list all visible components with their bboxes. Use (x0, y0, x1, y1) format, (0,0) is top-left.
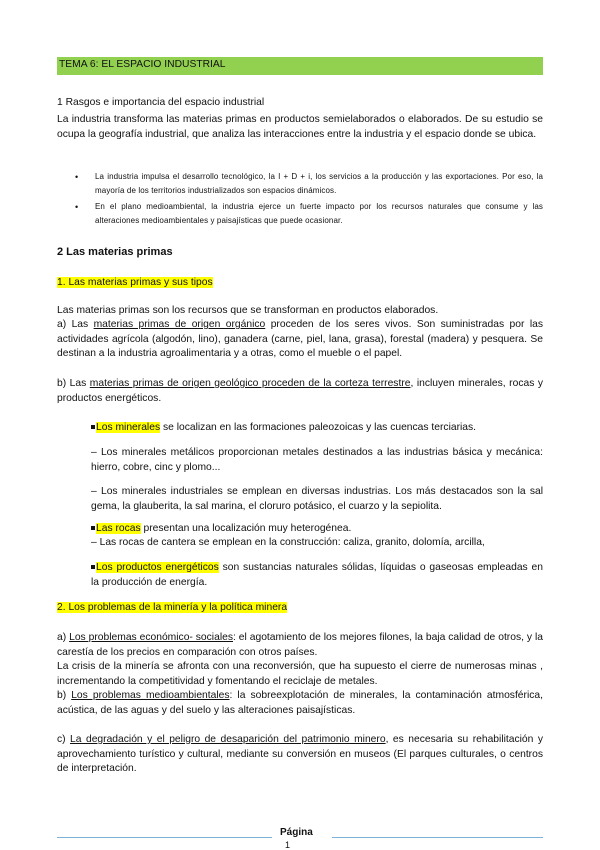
square-bullet-icon (91, 526, 95, 530)
footer-rule-left (57, 837, 272, 838)
footer-page-label: Página (280, 827, 313, 838)
metalicos-paragraph: – Los minerales metálicos proporcionan metales destinados a las industrias básica y mecánica: hierro, cobre, cinc y plomo... (91, 447, 543, 473)
rocas-paragraph: Las rocas presentan una localización muy heterogénea. (91, 522, 543, 537)
industriales-paragraph: – Los minerales industriales se emplean en diversas industrias. Los más destacados son la sal gema, la glauberita, la sal marina, el cloruro potásico, el cuarzo y la sepiolita. (91, 486, 543, 512)
bullet-item: • En el plano medioambiental, la industria ejerce un fuerte impacto por los recursos naturales que consume y las alteraciones medioambientales y paisajísticas que puede ocasionar. (75, 202, 543, 225)
section-2-heading: 2 Las materias primas (57, 246, 173, 258)
subsection-1-heading: 1. Las materias primas y sus tipos (57, 277, 213, 288)
title-bar (57, 57, 543, 75)
minerales-paragraph: Los minerales se localizan en las formaciones paleozoicas y las cuencas terciarias. (91, 421, 543, 436)
footer-page-number: 1 (285, 840, 291, 850)
section-1-heading: 1 Rasgos e importancia del espacio industrial (57, 97, 265, 108)
square-bullet-icon (91, 565, 95, 569)
document-title: TEMA 6: EL ESPACIO INDUSTRIAL (59, 59, 226, 70)
environmental-problems-paragraph: b) Los problemas medioambientales: la sobreexplotación de minerales, la contaminación atmosférica, acústica, de las aguas y del suelo y las alteraciones paisajísticas. (57, 690, 543, 716)
bullet-list (75, 170, 543, 228)
footer-rule-right (332, 837, 543, 838)
bullet-item: • La industria impulsa el desarrollo tecnológico, la I + D + i, los servicios a la producción y las exportaciones. Por eso, la mayoría de los territorios industrializados son espacios dinámicos. (75, 172, 543, 195)
square-bullet-icon (91, 425, 95, 429)
organic-paragraph: a) Las materias primas de origen orgánico proceden de los seres vivos. Son suministradas por las actividades agrícola (algodón, lino), ganadera (carne, piel, lana, grasa), forestal (madera) y pesquera. Se destinan a la industria agroalimentaria y a otras, como el mueble o el papel. (57, 319, 544, 359)
energeticos-paragraph: Los productos energéticos son sustancias naturales sólidas, líquidas o gaseosas empleadas en la producción de energía. (91, 562, 543, 588)
bullet-icon: • (75, 202, 79, 212)
section-1-paragraph: La industria transforma las materias primas en productos semielaborados o elaborados. De su estudio se ocupa la geografía industrial, que analiza las interacciones entre la industria y el espacio donde se ubica. (57, 114, 543, 140)
heritage-paragraph: c) La degradación y el peligro de desaparición del patrimonio minero, es necesaria su rehabilitación y aprovechamiento turístico y cultural, mediante su conversión en museos (El parques culturales, o centros de interpretación. (57, 734, 543, 774)
subsection-2-heading: 2. Los problemas de la minería y la política minera (57, 602, 288, 613)
economic-problems-paragraph: a) Los problemas económico- sociales: el agotamiento de los mejores filones, la baja calidad de otros, y la carestía de los precios en comparación con otros países. (57, 632, 543, 658)
crisis-paragraph: La crisis de la minería se afronta con una reconversión, que ha supuesto el cierre de numerosas minas , incrementando la competitividad y fomentando el reciclaje de metales. (57, 661, 543, 687)
intro-paragraph: Las materias primas son los recursos que se transforman en productos elaborados. (57, 305, 439, 316)
geological-paragraph: b) Las materias primas de origen geológico proceden de la corteza terrestre, incluyen minerales, rocas y productos energéticos. (57, 378, 544, 404)
bullet-icon: • (75, 172, 79, 182)
cantera-paragraph: – Las rocas de cantera se emplean en la construcción: caliza, granito, dolomía, arcilla, (91, 537, 485, 548)
